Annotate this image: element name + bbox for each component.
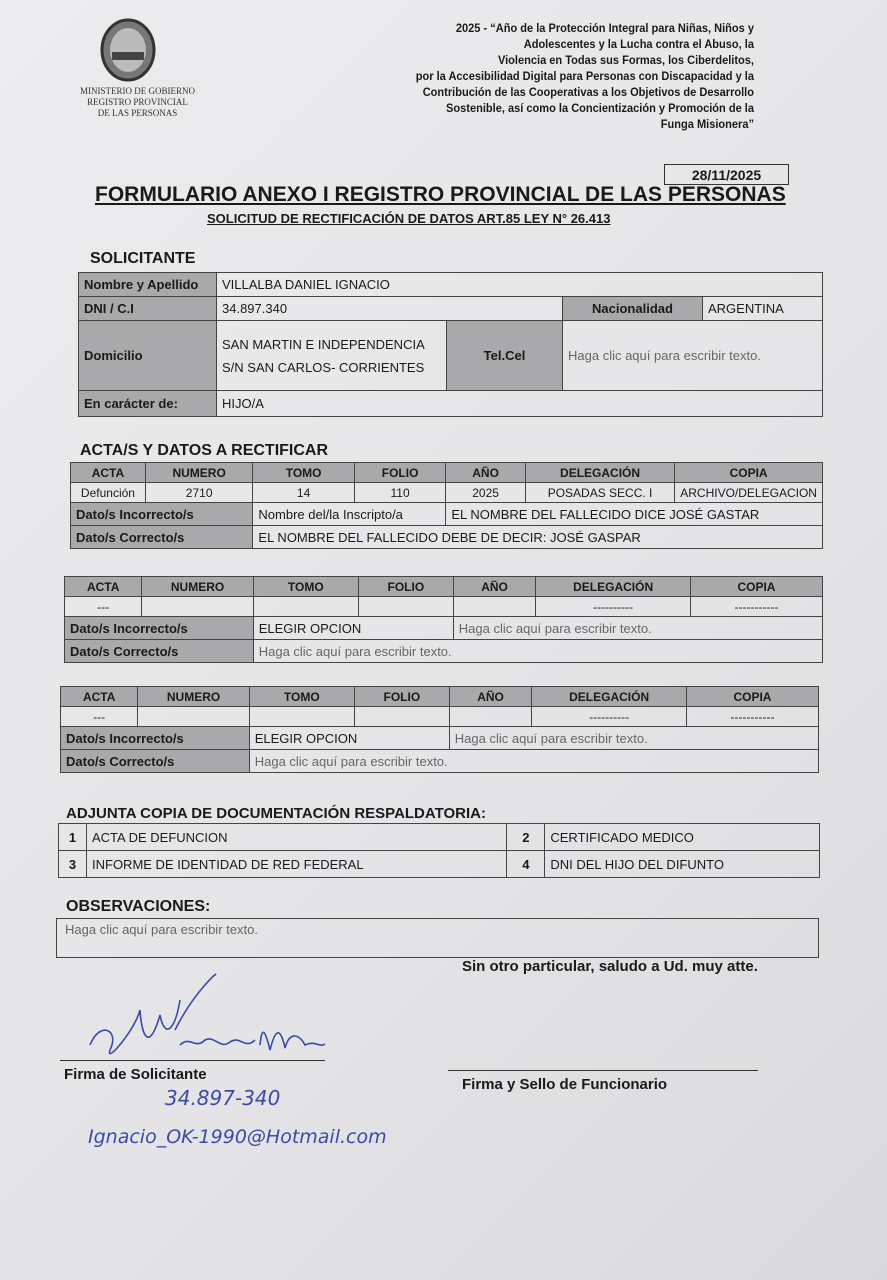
column-header: FOLIO bbox=[354, 463, 446, 483]
doc-item[interactable]: ACTA DE DEFUNCION bbox=[87, 824, 507, 851]
column-header: ACTA bbox=[65, 577, 142, 597]
column-header: COPIA bbox=[686, 687, 818, 707]
incorrect-label: Dato/s Incorrecto/s bbox=[65, 617, 254, 640]
solicitante-table bbox=[78, 272, 823, 417]
solicitante-signature-line bbox=[60, 1060, 325, 1061]
column-header: NUMERO bbox=[142, 577, 253, 597]
acta-cell[interactable] bbox=[142, 597, 253, 617]
nacionalidad-label: Nacionalidad bbox=[563, 297, 703, 321]
acta-cell[interactable]: ---------- bbox=[536, 597, 691, 617]
doc-number: 4 bbox=[507, 851, 545, 878]
column-header: DELEGACIÓN bbox=[532, 687, 687, 707]
form-subtitle: SOLICITUD DE RECTIFICACIÓN DE DATOS ART.85 LEY N° 26.413 bbox=[207, 211, 611, 226]
date-box: 28/11/2025 bbox=[664, 164, 789, 185]
dni-label: DNI / C.I bbox=[79, 297, 217, 321]
column-header: ACTA bbox=[71, 463, 146, 483]
funcionario-signature-line bbox=[448, 1070, 758, 1071]
incorrect-option-select[interactable]: ELEGIR OPCION bbox=[249, 727, 449, 750]
ministry-name: MINISTERIO DE GOBIERNO REGISTRO PROVINCIAL DE LAS PERSONAS bbox=[80, 86, 195, 118]
column-header: NUMERO bbox=[138, 687, 249, 707]
docs-table bbox=[58, 823, 820, 878]
incorrect-option-select[interactable]: Nombre del/la Inscripto/a bbox=[253, 503, 446, 526]
column-header: ACTA bbox=[61, 687, 138, 707]
column-header: FOLIO bbox=[358, 577, 453, 597]
doc-number: 2 bbox=[507, 824, 545, 851]
column-header: TOMO bbox=[253, 577, 358, 597]
correct-label: Dato/s Correcto/s bbox=[61, 750, 250, 773]
column-header: NUMERO bbox=[145, 463, 253, 483]
acta-cell[interactable] bbox=[138, 707, 249, 727]
acta-cell[interactable]: ---------- bbox=[532, 707, 687, 727]
dni-field[interactable]: 34.897.340 bbox=[217, 297, 563, 321]
actas-heading: ACTA/S Y DATOS A RECTIFICAR bbox=[80, 442, 329, 459]
column-header: FOLIO bbox=[354, 687, 449, 707]
correct-label: Dato/s Correcto/s bbox=[71, 526, 253, 549]
column-header: AÑO bbox=[446, 463, 526, 483]
doc-number: 3 bbox=[59, 851, 87, 878]
acta-cell[interactable] bbox=[358, 597, 453, 617]
column-header: AÑO bbox=[449, 687, 532, 707]
correct-label: Dato/s Correcto/s bbox=[65, 640, 254, 663]
acta-cell[interactable] bbox=[253, 597, 358, 617]
tel-field[interactable]: Haga clic aquí para escribir texto. bbox=[563, 321, 823, 391]
domicilio-field[interactable]: SAN MARTIN E INDEPENDENCIA S/N SAN CARLOS- CORRIENTES bbox=[217, 321, 447, 391]
nacionalidad-field[interactable]: ARGENTINA bbox=[703, 297, 823, 321]
incorrect-option-select[interactable]: ELEGIR OPCION bbox=[253, 617, 453, 640]
acta-cell[interactable]: ----------- bbox=[686, 707, 818, 727]
solicitante-heading: SOLICITANTE bbox=[90, 250, 196, 267]
acta-cell[interactable]: 110 bbox=[354, 483, 446, 503]
incorrect-text-field[interactable]: Haga clic aquí para escribir texto. bbox=[449, 727, 818, 750]
handwritten-email: Ignacio_OK-1990@Hotmail.com bbox=[88, 1126, 387, 1148]
column-header: COPIA bbox=[675, 463, 823, 483]
observaciones-field[interactable]: Haga clic aquí para escribir texto. bbox=[56, 918, 819, 958]
firma-solicitante-label: Firma de Solicitante bbox=[64, 1066, 207, 1083]
doc-item[interactable]: CERTIFICADO MEDICO bbox=[545, 824, 820, 851]
acta-cell[interactable]: ARCHIVO/DELEGACION bbox=[675, 483, 823, 503]
doc-number: 1 bbox=[59, 824, 87, 851]
province-seal-logo bbox=[96, 14, 160, 84]
observaciones-heading: OBSERVACIONES: bbox=[66, 898, 211, 915]
correct-text-field[interactable]: EL NOMBRE DEL FALLECIDO DEBE DE DECIR: JOSÉ GASPAR bbox=[253, 526, 823, 549]
domicilio-label: Domicilio bbox=[79, 321, 217, 391]
firma-funcionario-label: Firma y Sello de Funcionario bbox=[462, 1076, 668, 1093]
correct-text-field[interactable]: Haga clic aquí para escribir texto. bbox=[253, 640, 822, 663]
form-title: FORMULARIO ANEXO I REGISTRO PROVINCIAL DE LAS PERSONAS bbox=[95, 183, 786, 206]
column-header: AÑO bbox=[453, 577, 536, 597]
acta-cell[interactable]: 2025 bbox=[446, 483, 526, 503]
closing-text: Sin otro particular, saludo a Ud. muy atte. bbox=[462, 958, 758, 975]
acta-cell[interactable] bbox=[354, 707, 449, 727]
acta-cell[interactable]: --- bbox=[61, 707, 138, 727]
tel-label: Tel.Cel bbox=[447, 321, 563, 391]
acta-table bbox=[70, 462, 823, 549]
caracter-label: En carácter de: bbox=[79, 391, 217, 417]
acta-cell[interactable] bbox=[449, 707, 532, 727]
acta-cell[interactable] bbox=[249, 707, 354, 727]
column-header: DELEGACIÓN bbox=[536, 577, 691, 597]
incorrect-label: Dato/s Incorrecto/s bbox=[71, 503, 253, 526]
column-header: DELEGACIÓN bbox=[525, 463, 674, 483]
year-motto: 2025 - “Año de la Protección Integral para Niñas, Niños y Adolescentes y la Lucha contra el Abuso, la Violencia en Todas sus Formas, los Ciberdelitos, por la Accesibilidad Digital para Personas con Discapacidad y la Contribución de las Cooperativas a los Objetivos de Desarrollo Sostenible, así como la Concientización y Promoción de la Funga Misionera” bbox=[415, 21, 754, 131]
column-header: COPIA bbox=[690, 577, 822, 597]
acta-cell[interactable]: 14 bbox=[253, 483, 354, 503]
acta-cell[interactable] bbox=[453, 597, 536, 617]
docs-heading: ADJUNTA COPIA DE DOCUMENTACIÓN RESPALDATORIA: bbox=[66, 805, 486, 822]
acta-cell[interactable]: 2710 bbox=[145, 483, 253, 503]
acta-table bbox=[64, 576, 823, 663]
column-header: TOMO bbox=[253, 463, 354, 483]
acta-cell[interactable]: Defunción bbox=[71, 483, 146, 503]
acta-table bbox=[60, 686, 819, 773]
name-field[interactable]: VILLALBA DANIEL IGNACIO bbox=[217, 273, 823, 297]
caracter-field[interactable]: HIJO/A bbox=[217, 391, 823, 417]
name-label: Nombre y Apellido bbox=[79, 273, 217, 297]
doc-item[interactable]: INFORME DE IDENTIDAD DE RED FEDERAL bbox=[87, 851, 507, 878]
incorrect-text-field[interactable]: EL NOMBRE DEL FALLECIDO DICE JOSÉ GASTAR bbox=[446, 503, 823, 526]
acta-cell[interactable]: POSADAS SECC. I bbox=[525, 483, 674, 503]
incorrect-text-field[interactable]: Haga clic aquí para escribir texto. bbox=[453, 617, 822, 640]
correct-text-field[interactable]: Haga clic aquí para escribir texto. bbox=[249, 750, 818, 773]
incorrect-label: Dato/s Incorrecto/s bbox=[61, 727, 250, 750]
doc-item[interactable]: DNI DEL HIJO DEL DIFUNTO bbox=[545, 851, 820, 878]
handwritten-dni: 34.897-340 bbox=[165, 1086, 281, 1110]
acta-cell[interactable]: --- bbox=[65, 597, 142, 617]
column-header: TOMO bbox=[249, 687, 354, 707]
acta-cell[interactable]: ----------- bbox=[690, 597, 822, 617]
